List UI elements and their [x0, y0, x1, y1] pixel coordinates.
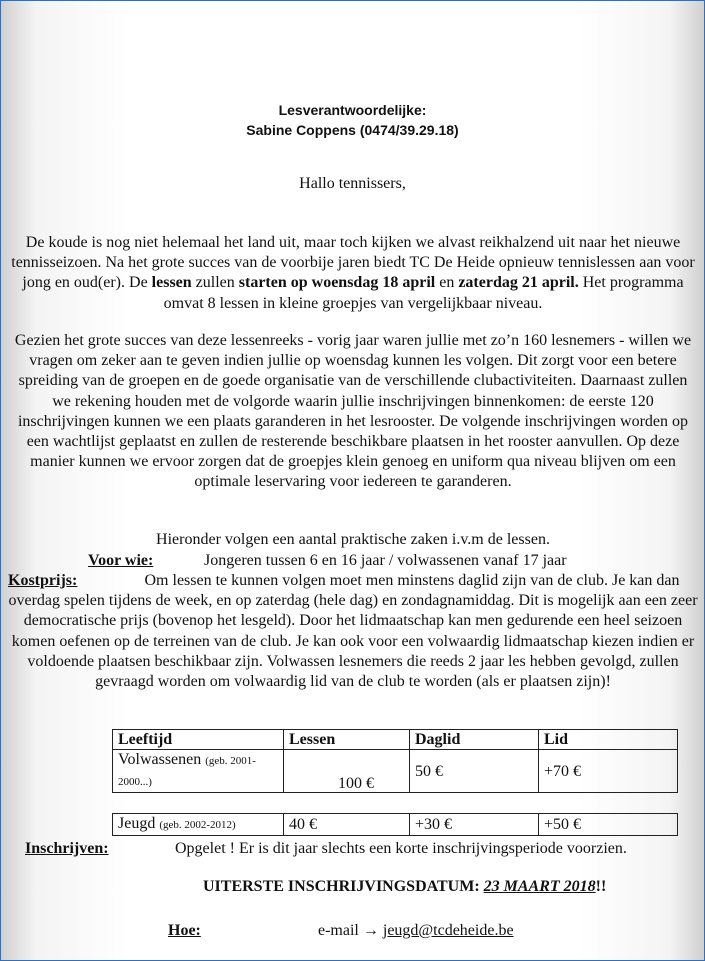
header-lid: Lid: [539, 730, 678, 750]
greeting: Hallo tennissers,: [299, 175, 406, 192]
inschrijven-label: Inschrijven:: [25, 840, 109, 857]
success-paragraph: Gezien het grote succes van deze lessenreeks - vorig jaar waren jullie met zo’n 160 lesnemers - willen we vragen om zeker aan te geven indien jullie op woensdag kunnen les volgen. Dit zorgt voor een betere spreiding van de groepen en de goede organisatie van de verschillende clubactiviteiten. Daarnaast zullen we rekening houden met de volgorde waarin jullie inschrijvingen binnenkomen: de eerste 120 inschrijvingen kunnen we een plaats garanderen in het lesrooster. De volgende inschrijvingen worden op een wachtlijst geplaatst en zullen de resterende beschikbare plaatsen in het rooster aanvullen. Op deze manier kunnen we ervoor zorgen dat de groepjes klein genoeg en uniform qua niveau blijven om een optimale leservaring voor iedereen te garanderen.: [14, 332, 692, 491]
contact-name: Sabine Coppens (0474/39.29.18): [246, 122, 459, 138]
hoe-label: Hoe:: [168, 922, 201, 939]
intro-text-3: en: [435, 274, 459, 292]
kostprijs-row: [8, 571, 698, 692]
inschrijven-value: Opgelet ! Er is dit jaar slechts een korte inschrijvingsperiode voorzien.: [175, 840, 627, 857]
row-lessen: 40 €: [284, 814, 410, 836]
intro-text-4: Het programma omvat 8 lessen in kleine groepjes van vergelijkbaar niveau.: [163, 274, 684, 312]
hoe-row: [168, 921, 514, 941]
kostprijs-text: [8, 571, 698, 692]
row-group: [113, 750, 284, 793]
group-years: (geb. 2002-2012): [159, 819, 236, 831]
deadline-date: 23 MAART 2018: [483, 878, 596, 895]
table-row: [113, 750, 678, 793]
table-row: [113, 814, 678, 836]
intro-bold-start: starten op woensdag 18 april: [238, 274, 436, 292]
row-lid: +70 €: [539, 750, 678, 793]
intro-bold-lessen: lessen: [151, 274, 192, 292]
deadline-label: UITERSTE INSCHRIJVINGSDATUM:: [203, 878, 484, 895]
intro-text-2: zullen: [191, 274, 239, 292]
kostprijs-value: Om lessen te kunnen volgen moet men minstens daglid zijn van de club. Je kan dan overdag spelen tijdens de week, en op zaterdag (hele dag) en zondagnamiddag. Dit is mogelijk aan een zeer democratische prijs (bovenop het lesgeld). Door het lidmaatschap kan men gedurende een heel seizoen komen oefenen op de terreinen van de club. Je kan ook voor een volwaardig lidmaatschap kiezen indien er voldoende plaatsen beschikbaar zijn. Volwassen lesnemers die reeds 2 jaar les hebben gevolgd, zullen gevraagd worden om volwaardig lid van de club te worden (als er plaatsen zijn)!: [8, 572, 698, 691]
spacer-row: [113, 793, 678, 814]
row-group: [113, 814, 284, 836]
header-daglid: Daglid: [410, 730, 539, 750]
email-prefix: e-mail →: [318, 922, 383, 939]
group-name: Volwassenen: [118, 751, 202, 768]
row-daglid: +30 €: [410, 814, 539, 836]
voor-wie-row: [88, 551, 567, 571]
voor-wie-label: Voor wie:: [88, 552, 154, 569]
intro-text-1: De koude is nog niet helemaal het land uit, maar toch kijken we alvast reikhalzend uit naar het nieuwe tennisseizoen. Na het grote succes van de voorbije jaren biedt TC De Heide opnieuw tennislessen aan voor jong en oud(er). De: [11, 234, 695, 292]
deadline-row: [203, 877, 606, 897]
voor-wie-value: Jongeren tussen 6 en 16 jaar / volwassenen vanaf 17 jaar: [204, 552, 567, 569]
intro-paragraph: [8, 233, 698, 314]
row-daglid: 50 €: [410, 750, 539, 793]
inschrijven-row: [25, 839, 627, 859]
group-years: (geb. 2001-2000...): [118, 755, 256, 788]
header-leeftijd: Leeftijd: [113, 730, 284, 750]
adult-lesson-price: 100 €: [338, 775, 374, 792]
intro-bold-saturday: zaterdag 21 april.: [458, 274, 579, 292]
email-link[interactable]: jeugd@tcdeheide.be: [382, 922, 514, 939]
role-label: Lesverantwoordelijke:: [278, 102, 427, 118]
spacer-cell: [113, 793, 678, 814]
hoe-value: [318, 921, 514, 941]
fee-table: [112, 729, 678, 836]
group-name: Jeugd: [118, 815, 156, 832]
fee-table-header: [113, 730, 678, 750]
row-lid: +50 €: [539, 814, 678, 836]
contact-block: [0, 100, 705, 140]
kostprijs-label: Kostprijs:: [8, 572, 78, 589]
practical-intro: Hieronder volgen een aantal praktische zaken i.v.m de lessen.: [156, 531, 550, 548]
deadline-suffix: !!: [595, 878, 607, 895]
header-lessen: Lessen: [284, 730, 410, 750]
